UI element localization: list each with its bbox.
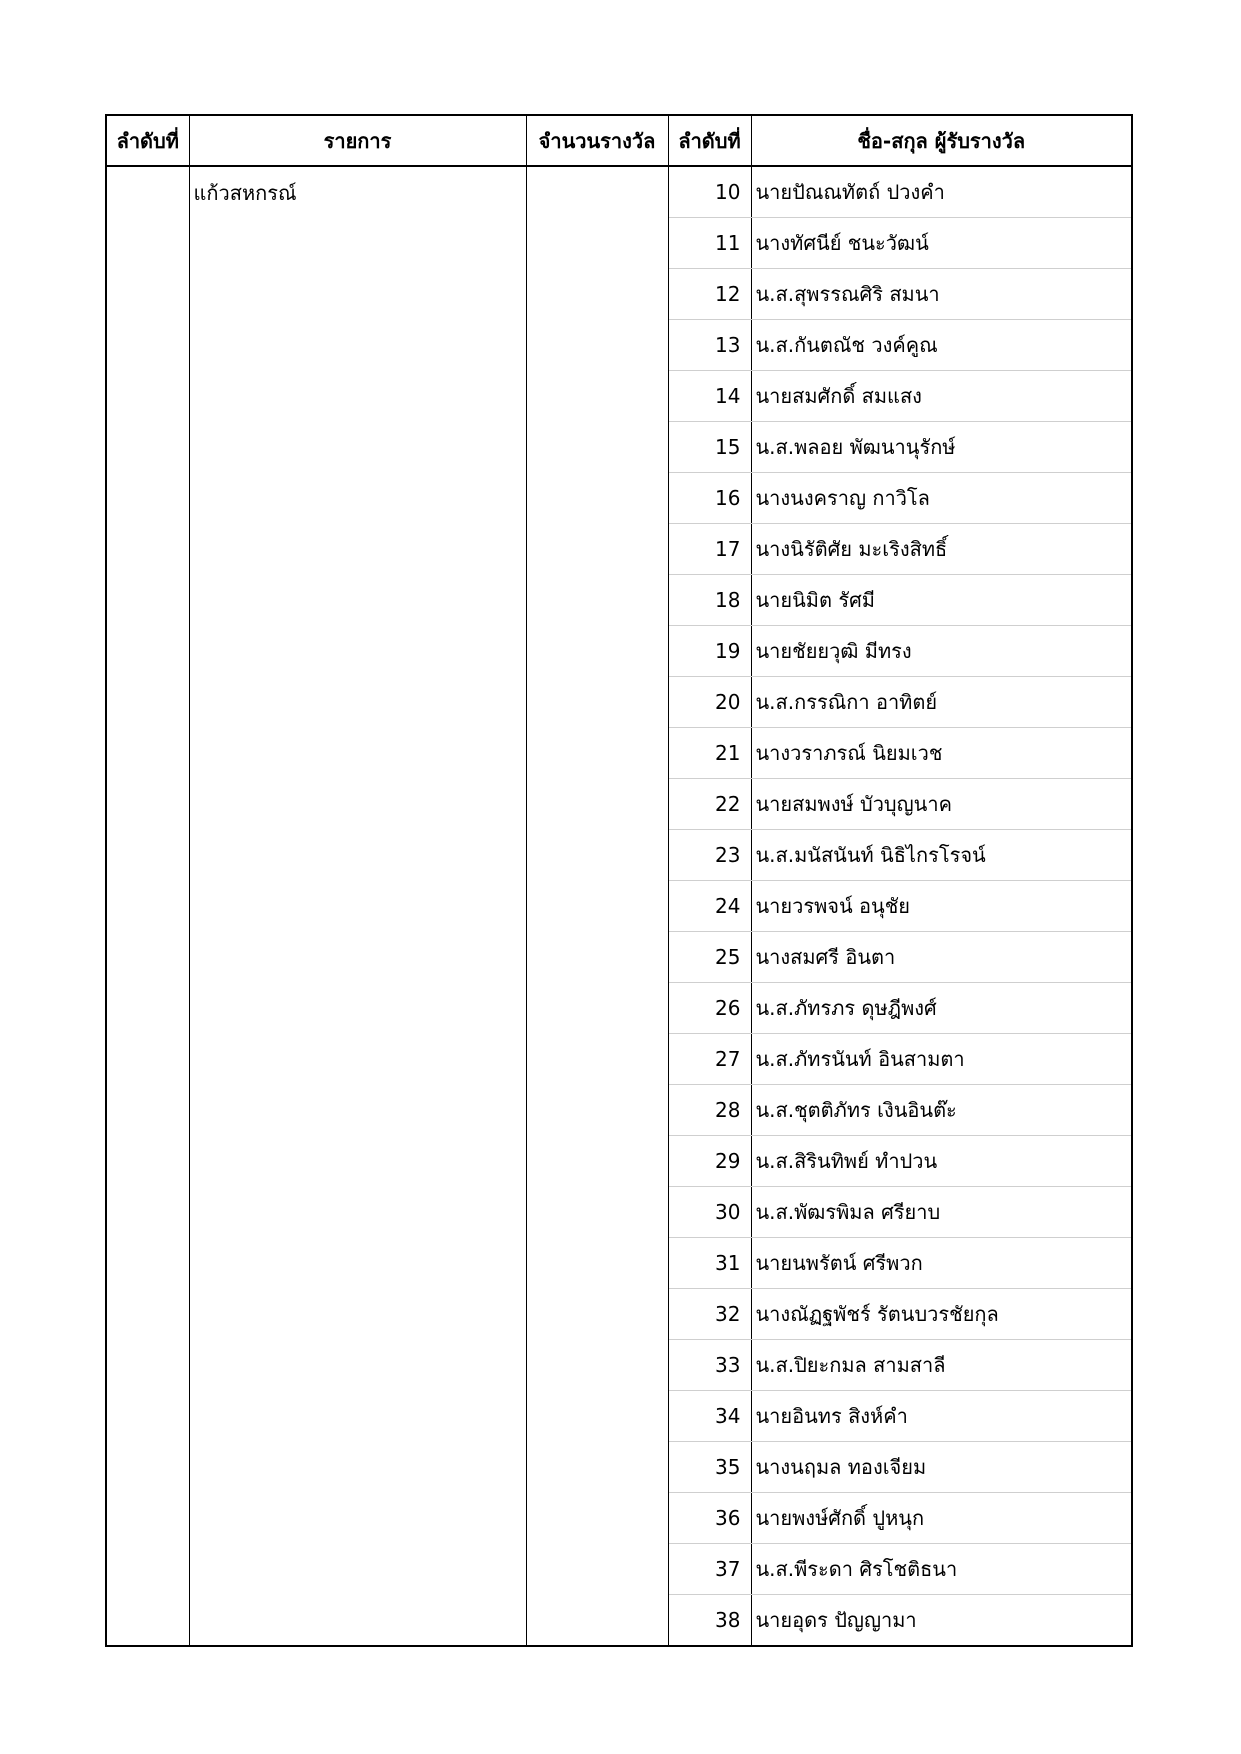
recipient-seq: 21 — [668, 728, 751, 779]
recipient-seq: 36 — [668, 1493, 751, 1544]
recipient-seq: 14 — [668, 371, 751, 422]
recipient-seq: 12 — [668, 269, 751, 320]
seq-cell — [106, 166, 189, 1646]
header-seq-2: ลำดับที่ — [668, 115, 751, 166]
recipient-name: นายอุดร ปัญญามา — [751, 1595, 1132, 1647]
recipient-name: นางวราภรณ์ นิยมเวช — [751, 728, 1132, 779]
recipient-name: นายสมพงษ์ บัวบุญนาค — [751, 779, 1132, 830]
recipient-name: น.ส.สุพรรณศิริ สมนา — [751, 269, 1132, 320]
award-recipients-table — [105, 114, 1133, 1647]
recipient-name: นายนิมิต รัศมี — [751, 575, 1132, 626]
recipient-name: น.ส.พลอย พัฒนานุรักษ์ — [751, 422, 1132, 473]
header-seq: ลำดับที่ — [106, 115, 189, 166]
recipient-name: นายปัณณทัตถ์ ปวงคำ — [751, 166, 1132, 218]
header-item: รายการ — [189, 115, 526, 166]
header-recipient-name: ชื่อ-สกุล ผู้รับรางวัล — [751, 115, 1132, 166]
recipient-seq: 35 — [668, 1442, 751, 1493]
recipient-name: นางนงคราญ กาวิโล — [751, 473, 1132, 524]
recipient-seq: 29 — [668, 1136, 751, 1187]
recipient-name: น.ส.กรรณิกา อาทิตย์ — [751, 677, 1132, 728]
recipient-seq: 20 — [668, 677, 751, 728]
recipient-seq: 38 — [668, 1595, 751, 1647]
recipient-seq: 32 — [668, 1289, 751, 1340]
recipient-name: นายสมศักดิ์ สมแสง — [751, 371, 1132, 422]
item-cell: แก้วสหกรณ์ — [189, 166, 526, 1646]
header-award-count: จำนวนรางวัล — [526, 115, 668, 166]
recipient-name: น.ส.พีระดา ศิรโชติธนา — [751, 1544, 1132, 1595]
award-count-cell — [526, 166, 668, 1646]
recipient-seq: 16 — [668, 473, 751, 524]
recipient-name: น.ส.ชุตติภัทร เงินอินต๊ะ — [751, 1085, 1132, 1136]
recipient-name: นายอินทร สิงห์คำ — [751, 1391, 1132, 1442]
table-body — [106, 166, 1132, 1646]
recipient-name: นางสมศรี อินตา — [751, 932, 1132, 983]
recipient-name: น.ส.สิรินทิพย์ ทำปวน — [751, 1136, 1132, 1187]
recipient-seq: 33 — [668, 1340, 751, 1391]
recipient-name: น.ส.ภัทรนันท์ อินสามตา — [751, 1034, 1132, 1085]
recipient-name: นางนิรัติศัย มะเริงสิทธิ์ — [751, 524, 1132, 575]
recipient-seq: 28 — [668, 1085, 751, 1136]
recipient-name: นางณัฏฐพัชร์ รัตนบวรชัยกุล — [751, 1289, 1132, 1340]
recipient-name: นายชัยยวุฒิ มีทรง — [751, 626, 1132, 677]
recipient-seq: 17 — [668, 524, 751, 575]
recipient-seq: 27 — [668, 1034, 751, 1085]
recipient-seq: 13 — [668, 320, 751, 371]
recipient-seq: 19 — [668, 626, 751, 677]
recipient-seq: 22 — [668, 779, 751, 830]
recipient-name: น.ส.มนัสนันท์ นิธิไกรโรจน์ — [751, 830, 1132, 881]
recipient-seq: 30 — [668, 1187, 751, 1238]
recipient-seq: 37 — [668, 1544, 751, 1595]
recipient-seq: 10 — [668, 166, 751, 218]
recipient-name: น.ส.พัฒรพิมล ศรียาบ — [751, 1187, 1132, 1238]
recipient-seq: 26 — [668, 983, 751, 1034]
table-header-row — [106, 115, 1132, 166]
recipient-name: นายพงษ์ศักดิ์ ปูหนุก — [751, 1493, 1132, 1544]
recipient-name: นางนฤมล ทองเจียม — [751, 1442, 1132, 1493]
recipient-name: นางทัศนีย์ ชนะวัฒน์ — [751, 218, 1132, 269]
recipient-seq: 15 — [668, 422, 751, 473]
recipient-seq: 25 — [668, 932, 751, 983]
recipient-name: นายวรพจน์ อนุชัย — [751, 881, 1132, 932]
recipient-seq: 31 — [668, 1238, 751, 1289]
recipient-seq: 34 — [668, 1391, 751, 1442]
recipient-seq: 18 — [668, 575, 751, 626]
recipient-name: นายนพรัตน์ ศรีพวก — [751, 1238, 1132, 1289]
recipient-name: น.ส.ภัทรภร ดุษฎีพงศ์ — [751, 983, 1132, 1034]
recipient-seq: 11 — [668, 218, 751, 269]
recipient-name: น.ส.กันตณัช วงค์คูณ — [751, 320, 1132, 371]
recipient-seq: 24 — [668, 881, 751, 932]
recipient-name: น.ส.ปิยะกมล สามสาลี — [751, 1340, 1132, 1391]
table-row — [106, 166, 1132, 218]
recipient-seq: 23 — [668, 830, 751, 881]
